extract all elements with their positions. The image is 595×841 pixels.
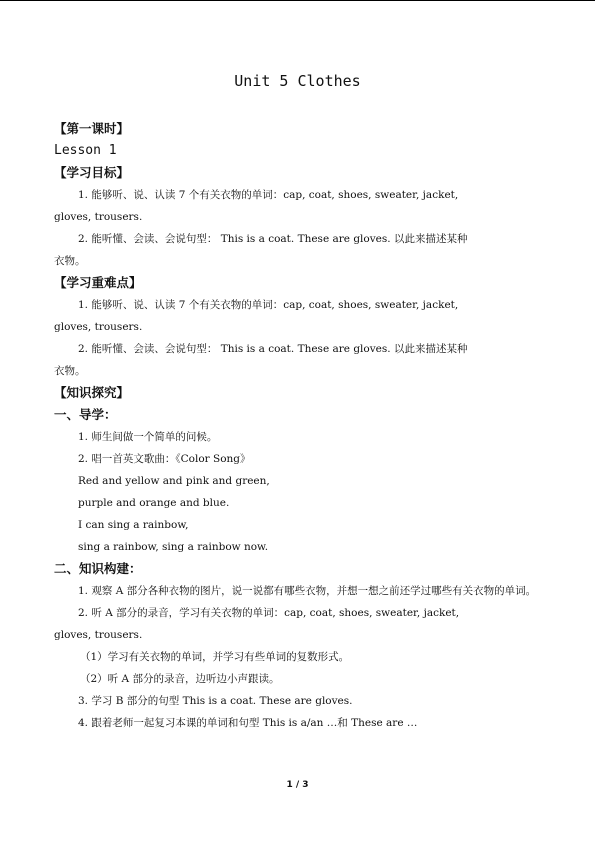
subsection-header-guide: 一、导学： [54,407,117,422]
document-body [54,118,544,734]
build-subitem-1: （1）学习有关衣物的单词，并学习有些单词的复数形式。 [80,651,350,663]
build-item-2-line-1: 2. 听 A 部分的录音，学习有关衣物的单词：cap, coat, shoes, sweater, jacket, [78,607,460,619]
build-item-3: 3. 学习 B 部分的句型 This is a coat. These are gloves. [78,695,353,707]
goal-1-line-2: gloves, trousers. [54,211,143,223]
song-line-3: I can sing a rainbow, [78,519,189,531]
goal-2-line-2: 衣物。 [54,255,86,267]
guide-item-1: 1. 师生间做一个简单的问候。 [78,431,218,443]
section-header-lesson: 【第一课时】 [54,121,130,136]
song-line-1: Red and yellow and pink and green, [78,475,270,487]
goal-1-line-1: 1. 能够听、说、认读 7 个有关衣物的单词：cap, coat, shoes, sweater, jacket, [78,189,459,201]
document-title: Unit 5 Clothes [234,72,361,90]
song-line-2: purple and orange and blue. [78,497,230,509]
key-1-line-1: 1. 能够听、说、认读 7 个有关衣物的单词：cap, coat, shoes, sweater, jacket, [78,299,459,311]
section-header-key-points: 【学习重难点】 [54,275,142,290]
key-1-line-2: gloves, trousers. [54,321,143,333]
page-top-border [0,0,595,1]
build-item-1: 1. 观察 A 部分各种衣物的图片，说一说都有哪些衣物，并想一想之前还学过哪些有关衣物的单词。 [78,585,537,597]
build-item-4: 4. 跟着老师一起复习本课的单词和句型 This is a/an …和 These are … [78,717,418,729]
goal-2-line-1: 2. 能听懂、会读、会说句型： This is a coat. These are gloves. 以此来描述某种 [78,233,468,245]
build-subitem-2: （2）听 A 部分的录音，边听边小声跟读。 [80,673,280,685]
page-number: 1 / 3 [286,780,309,790]
guide-item-2: 2. 唱一首英文歌曲：《Color Song》 [78,453,251,465]
key-2-line-2: 衣物。 [54,365,86,377]
key-2-line-1: 2. 能听懂、会读、会说句型： This is a coat. These are gloves. 以此来描述某种 [78,343,468,355]
section-header-explore: 【知识探究】 [54,385,130,400]
section-header-goals: 【学习目标】 [54,165,130,180]
lesson-label: Lesson 1 [54,143,117,158]
build-item-2-line-2: gloves, trousers. [54,629,143,641]
subsection-header-build: 二、知识构建： [54,561,142,576]
song-line-4: sing a rainbow, sing a rainbow now. [78,541,269,553]
